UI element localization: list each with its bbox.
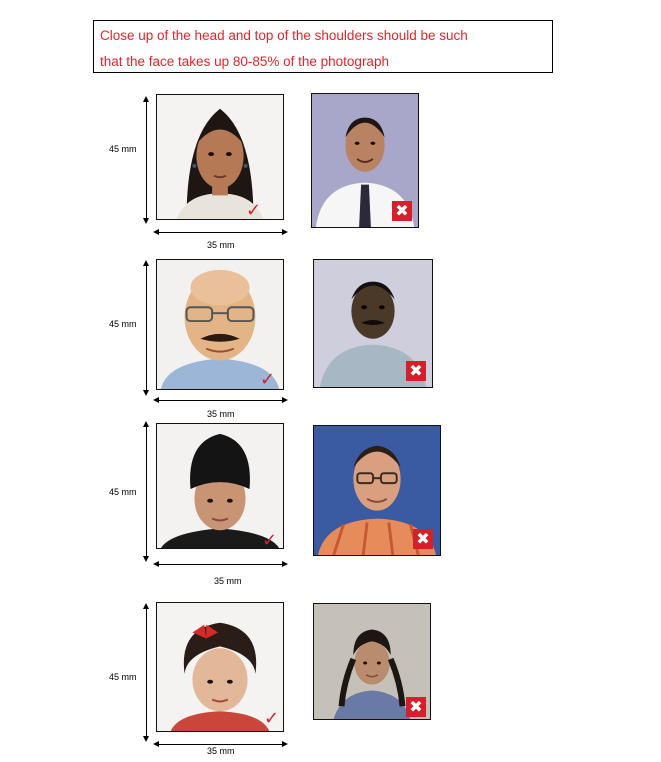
width-label: 35 mm	[207, 409, 235, 419]
cross-icon: ✖	[413, 529, 433, 549]
arrow-right-icon	[282, 741, 288, 747]
check-icon: ✓	[262, 530, 278, 551]
cross-icon: ✖	[406, 361, 426, 381]
height-label: 45 mm	[109, 487, 137, 497]
arrow-right-icon	[282, 561, 288, 567]
portrait-woman-image	[157, 95, 283, 219]
width-label: 35 mm	[207, 240, 235, 250]
width-dimension-line	[158, 564, 282, 565]
arrow-down-icon	[143, 218, 149, 224]
height-dimension-line	[146, 607, 147, 740]
check-icon: ✓	[260, 369, 276, 390]
arrow-down-icon	[143, 736, 149, 742]
height-label: 45 mm	[109, 144, 137, 154]
height-label: 45 mm	[109, 319, 137, 329]
notice-line-1: Close up of the head and top of the shoulders should be such	[100, 28, 468, 43]
arrow-right-icon	[282, 397, 288, 403]
correct-photo	[156, 94, 284, 220]
width-dimension-line	[158, 400, 282, 401]
instruction-notice	[93, 20, 553, 73]
arrow-down-icon	[143, 390, 149, 396]
notice-line-2: that the face takes up 80-85% of the photograph	[100, 54, 389, 69]
check-icon: ✓	[246, 200, 262, 221]
width-dimension-line	[158, 232, 282, 233]
width-label: 35 mm	[214, 576, 242, 586]
height-dimension-line	[146, 264, 147, 394]
cross-icon: ✖	[392, 201, 412, 221]
arrow-right-icon	[282, 229, 288, 235]
height-label: 45 mm	[109, 672, 137, 682]
height-dimension-line	[146, 100, 147, 221]
arrow-down-icon	[143, 556, 149, 562]
width-dimension-line	[158, 744, 282, 745]
cross-icon: ✖	[406, 697, 426, 717]
width-label: 35 mm	[207, 746, 235, 756]
height-dimension-line	[146, 425, 147, 560]
check-icon: ✓	[264, 708, 280, 729]
